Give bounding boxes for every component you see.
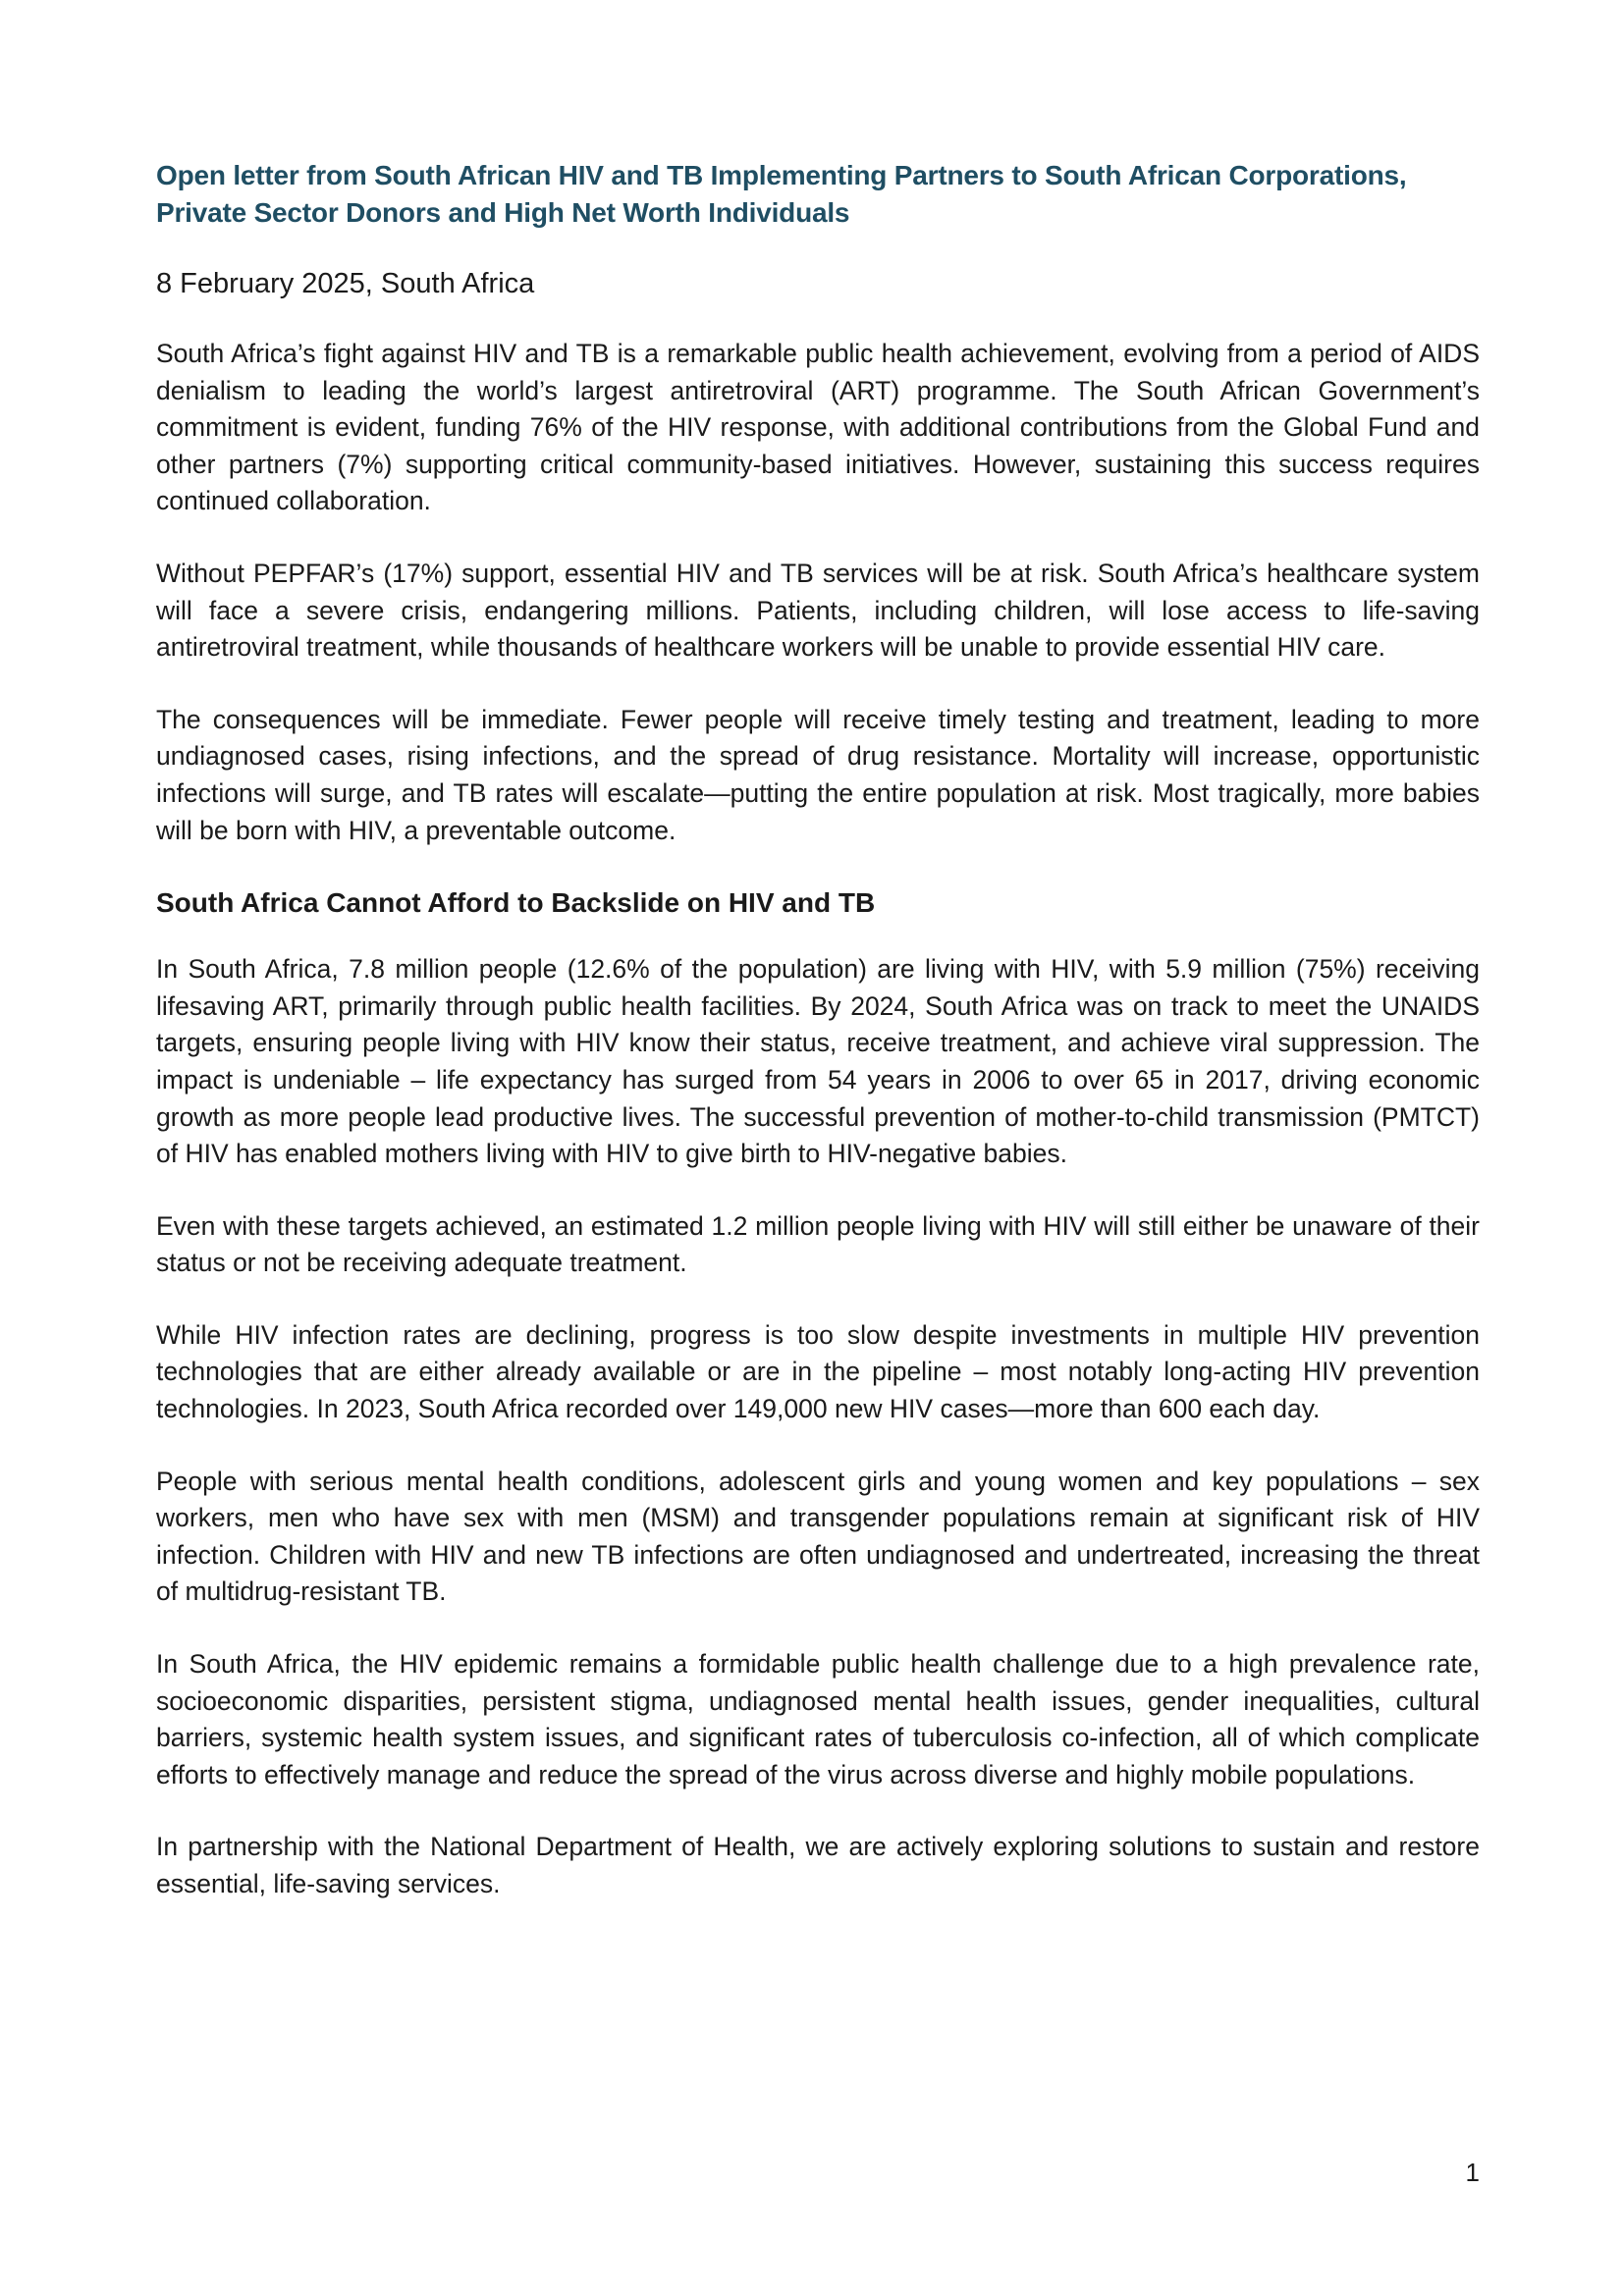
letter-body [156, 157, 1480, 1939]
paragraph-intro-1: South Africa’s fight against HIV and TB is a remarkable public health achievement, evolving from a period of AIDS denialism to leading the world’s largest antiretroviral (ART) programme. The South African Government’s commitment is evident, funding 76% of the HIV response, with additional contributions from the Global Fund and other partners (7%) supporting critical community-based initiatives. However, sustaining this success requires continued collaboration. [156, 339, 1480, 516]
letter-title: Open letter from South African HIV and TB Implementing Partners to South African Corporations, Private Sector Donors and High Net Worth Individuals [156, 160, 1407, 228]
page-number: 1 [1465, 2158, 1480, 2187]
paragraph-section-6: In partnership with the National Department of Health, we are actively exploring solutions to sustain and restore essential, life-saving services. [156, 1832, 1480, 1898]
section-heading: South Africa Cannot Afford to Backslide on HIV and TB [156, 887, 876, 919]
paragraph-section-4: People with serious mental health conditions, adolescent girls and young women and key populations – sex workers, men who have sex with men (MSM) and transgender populations remain at significant risk of HIV infection. Children with HIV and new TB infections are often undiagnosed and undertreated, increasing the threat of multidrug-resistant TB. [156, 1466, 1480, 1607]
paragraph-section-2: Even with these targets achieved, an estimated 1.2 million people living with HIV will still either be unaware of their status or not be receiving adequate treatment. [156, 1210, 1480, 1278]
paragraph-section-3: While HIV infection rates are declining, progress is too slow despite investments in multiple HIV prevention technologies that are either already available or are in the pipeline – most notably long-acting HIV prevention technologies. In 2023, South Africa recorded over 149,000 new HIV cases—more than 600 each day. [156, 1319, 1480, 1424]
date-line: 8 February 2025, South Africa [156, 268, 535, 299]
paragraph-intro-2: Without PEPFAR’s (17%) support, essential HIV and TB services will be at risk. South Africa’s healthcare system will face a severe crisis, endangering millions. Patients, including children, will lose access to life-saving antiretroviral treatment, while thousands of healthcare workers will be unable to provide essential HIV care. [156, 558, 1480, 663]
paragraph-intro-3: The consequences will be immediate. Fewer people will receive timely testing and treatment, leading to more undiagnosed cases, rising infections, and the spread of drug resistance. Mortality will increase, opportunistic infections will surge, and TB rates will escalate—putting the entire population at risk. Most tragically, more babies will be born with HIV, a preventable outcome. [156, 704, 1480, 845]
paragraph-section-5: In South Africa, the HIV epidemic remains a formidable public health challenge due to a high prevalence rate, socioeconomic disparities, persistent stigma, undiagnosed mental health issues, gender inequalities, cultural barriers, systemic health system issues, and significant rates of tuberculosis co-infection, all of which complicate efforts to effectively manage and reduce the spread of the virus across diverse and highly mobile populations. [156, 1649, 1480, 1789]
paragraph-section-1: In South Africa, 7.8 million people (12.6% of the population) are living with HIV, with 5.9 million (75%) receiving lifesaving ART, primarily through public health facilities. By 2024, South Africa was on track to meet the UNAIDS targets, ensuring people living with HIV know their status, receive treatment, and achieve viral suppression. The impact is undeniable – life expectancy has surged from 54 years in 2006 to over 65 in 2017, driving economic growth as more people lead productive lives. The successful prevention of mother-to-child transmission (PMTCT) of HIV has enabled mothers living with HIV to give birth to HIV-negative babies. [156, 954, 1480, 1169]
